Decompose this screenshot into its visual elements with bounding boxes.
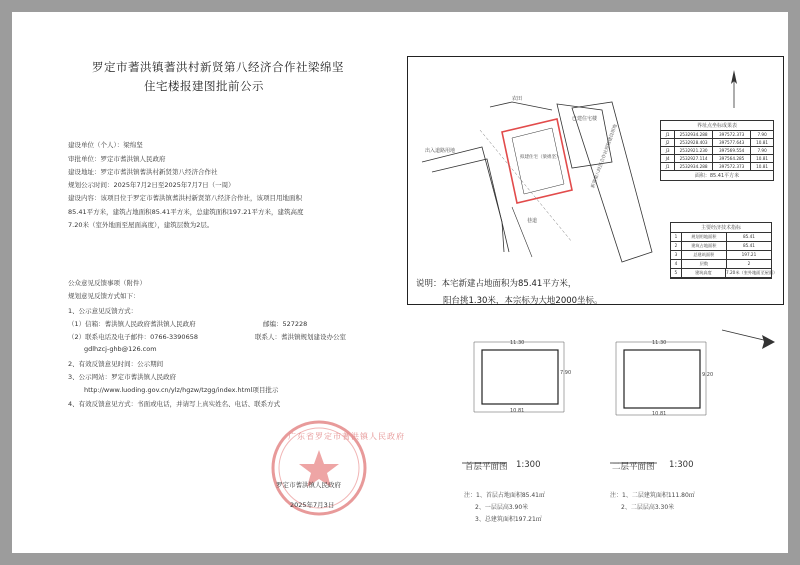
coords-cell: 2532927.114 [675,155,713,162]
label-neighbor: 已建住宅楼 [572,116,598,122]
seal-org: 罗定市蓍洪镇人民政府 [276,481,341,489]
second-dim-bottom: 10.81 [652,411,667,417]
first-dim-top: 11.30 [510,340,525,346]
indicators-cell: 3 [671,251,682,259]
label-road-top: 农田 [512,96,523,102]
info-content-3: 7.20米（室外地面至屋面高度），建筑层数为2层。 [68,221,214,229]
coords-cell: 397577.643 [713,139,751,146]
indicators-cell: 5 [671,269,682,277]
coords-cell: J3 [661,147,675,154]
first-note-2: 2、一层层高3.90米 [475,504,529,511]
first-note-3: 3、总建筑面积197.21㎡ [475,516,542,523]
label-lot: 新贤第八经济合作社规划建设用地 [590,123,619,190]
first-dim-bottom: 10.81 [510,408,525,414]
indicators-cell: 1 [671,233,682,241]
second-dim-side: 9.20 [702,372,714,378]
first-dim-side: 7.90 [560,370,572,376]
coords-cell: 397564.285 [713,155,751,162]
label-road-left: 出入道路用地 [425,148,456,154]
indicators-cell: 2 [747,261,751,266]
first-plan-scale: 1:300 [516,460,541,470]
second-plan-scale: 1:300 [669,460,694,470]
notice-item-1b: （2）联系电话及电子邮件：0766-3390658 [68,333,198,341]
second-dim-top: 11.30 [652,340,667,346]
indicators-table-header: 主要经济技术指标 [671,223,771,233]
info-applicant: 建设单位（个人）：梁绵坚 [68,141,143,149]
coords-cell: 2532934.288 [675,163,713,170]
coords-cell: 7.90 [757,132,767,137]
notice-dept: 联系人：蓍洪镇规划建设办公室 [255,333,346,341]
info-content-2: 85.41平方米，建筑占地面积85.41平方米，总建筑面积197.21平方米，建筑高度 [68,208,304,216]
notice-website: http://www.luoding.gov.cn/ylz/hgzw/tzgg/index.html项目批示 [84,386,279,394]
info-address: 建设地址：罗定市蓍洪镇蓍洪村新贤第八经济合作社 [68,168,218,176]
coords-cell: 7.90 [757,148,767,153]
site-note-2: 阳台挑1.30米，本宗标为大地2000坐标。 [443,296,603,306]
indicators-cell: 建筑占地面积 [682,242,727,250]
coords-area: 面积：85.41平方米 [694,173,740,179]
notice-email: gdlhzcj-ghb@126.com [84,345,157,353]
notice-item-4: 4、有效反馈意见方式：书面或电话，并请写上真实姓名、电话、联系方式 [68,400,281,408]
first-plan-title: 首层平面图 [465,462,508,472]
indicators-cell: 85.41 [742,243,755,248]
seal-date: 2025年7月3日 [290,501,335,509]
coords-table-header: 界址点坐标成果表 [661,121,773,131]
coords-cell: J1 [661,163,675,170]
indicators-cell: 85.41 [742,234,755,239]
notice-item-1: 1、公示意见反馈方式： [68,307,138,315]
coords-cell: 10.81 [756,164,769,169]
site-note-1: 说明：本宅新建占地面积为85.41平方米， [416,279,577,289]
coords-cell: J4 [661,155,675,162]
coords-cell: J2 [661,139,675,146]
document-sheet [12,12,788,553]
coords-cell: 397569.554 [713,147,751,154]
indicators-cell: 总建筑面积 [682,251,727,259]
indicators-cell: 建筑高度 [682,269,726,277]
notice-item-1a: （1）信箱：蓍洪镇人民政府蓍洪镇人民政府 [68,320,196,328]
doc-title-line2: 住宅楼报建图批前公示 [144,79,264,93]
coords-cell: 2532934.288 [675,131,713,138]
coords-cell: 397572.373 [713,131,751,138]
coords-cell: 2532921.230 [675,147,713,154]
info-period: 规划公示时间：2025年7月2日至2025年7月7日（一周） [68,181,235,189]
seal-ring-text: 广东省罗定市蓍洪镇人民政府 [288,432,405,441]
info-content-1: 建设内容：该项目位于罗定市蓍洪镇蓍洪村新贤第八经济合作社，该项目用地面积 [68,194,302,202]
indicators-cell: 7.20米（室外地面至屋面） [726,270,778,275]
indicators-cell: 197.21 [741,252,757,257]
first-note-1: 注：1、首层占地面积85.41㎡ [464,492,545,499]
info-approver: 审批单位：罗定市蓍洪镇人民政府 [68,155,166,163]
indicators-cell: 层数 [682,260,727,268]
notice-zip: 邮编：527228 [263,320,308,328]
coords-cell: 397572.373 [713,163,751,170]
coords-cell: J1 [661,131,675,138]
notice-item-2: 2、有效反馈意见时间：公示期间 [68,360,164,368]
second-floor-plan [12,12,788,553]
second-plan-title: 二层平面图 [612,462,655,472]
label-plot: 拟建住宅（梁绵坚） [520,155,561,160]
second-note-2: 2、二层层高3.30米 [621,504,675,511]
label-lane: 巷道 [527,218,538,224]
second-note-1: 注：1、二层建筑面积111.80㎡ [610,492,695,499]
coords-cell: 10.81 [756,140,769,145]
coords-cell: 10.81 [756,156,769,161]
notice-heading: 公众意见反馈事项（附件） [68,279,146,287]
indicators-cell: 规划用地面积 [682,233,727,241]
notice-intro: 规划意见反馈方式如下： [68,292,140,300]
indicators-cell: 2 [671,242,682,250]
coords-cell: 2532928.403 [675,139,713,146]
indicators-cell: 4 [671,260,682,268]
doc-title-line1: 罗定市蓍洪镇蓍洪村新贤第八经济合作社梁绵坚 [92,60,344,74]
notice-item-3: 3、公示网站：罗定市蓍洪镇人民政府 [68,373,177,381]
